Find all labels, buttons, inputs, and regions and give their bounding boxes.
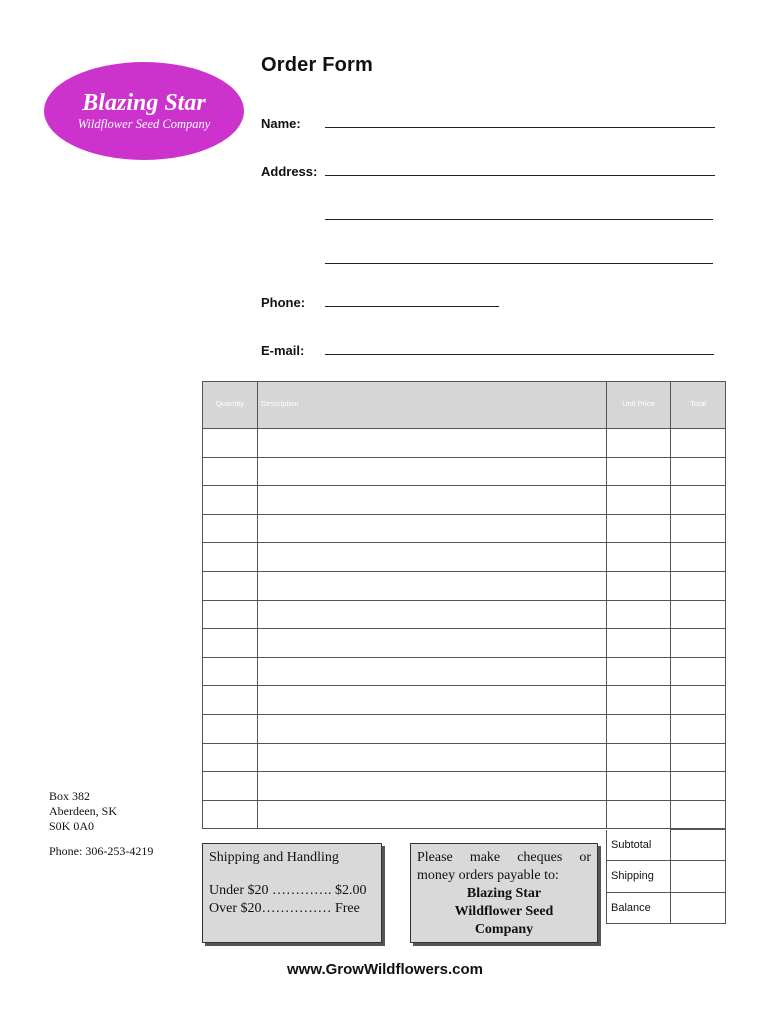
unit-price-cell[interactable]	[607, 714, 671, 743]
shipping-label: Shipping	[607, 861, 671, 893]
order-table-body	[203, 429, 726, 829]
table-row	[203, 457, 726, 486]
unit-price-cell[interactable]	[607, 743, 671, 772]
quantity-cell[interactable]	[203, 543, 258, 572]
description-cell[interactable]	[258, 772, 607, 801]
quantity-cell[interactable]	[203, 714, 258, 743]
table-row	[203, 657, 726, 686]
unit-price-cell[interactable]	[607, 429, 671, 458]
company-logo	[44, 62, 244, 160]
balance-row	[607, 892, 726, 924]
quantity-cell[interactable]	[203, 514, 258, 543]
table-row	[203, 743, 726, 772]
quantity-cell[interactable]	[203, 686, 258, 715]
unit-price-cell[interactable]	[607, 571, 671, 600]
unit-price-cell[interactable]	[607, 457, 671, 486]
address-field-line-1[interactable]	[325, 175, 715, 176]
payment-box	[410, 843, 598, 943]
quantity-cell[interactable]	[203, 457, 258, 486]
table-row	[203, 543, 726, 572]
total-cell[interactable]	[671, 657, 726, 686]
total-cell[interactable]	[671, 600, 726, 629]
unit-price-cell[interactable]	[607, 686, 671, 715]
description-cell[interactable]	[258, 571, 607, 600]
address-line: Aberdeen, SK	[49, 804, 117, 818]
quantity-cell[interactable]	[203, 772, 258, 801]
table-row	[203, 514, 726, 543]
unit-price-cell[interactable]	[607, 543, 671, 572]
total-cell[interactable]	[671, 743, 726, 772]
total-cell[interactable]	[671, 714, 726, 743]
payment-instruction-line-2: money orders payable to:	[417, 868, 559, 883]
description-cell[interactable]	[258, 743, 607, 772]
header-description: Description	[258, 382, 607, 429]
unit-price-cell[interactable]	[607, 657, 671, 686]
shipping-rate-under: Under $20 …………. $2.00	[209, 883, 367, 898]
phone-field-line[interactable]	[325, 306, 499, 307]
unit-price-cell[interactable]	[607, 629, 671, 658]
total-cell[interactable]	[671, 429, 726, 458]
contact-address	[49, 789, 117, 834]
total-cell[interactable]	[671, 686, 726, 715]
description-cell[interactable]	[258, 543, 607, 572]
description-cell[interactable]	[258, 486, 607, 515]
page-title: Order Form	[261, 54, 374, 76]
quantity-cell[interactable]	[203, 800, 258, 829]
header-quantity: Quantity	[203, 382, 258, 429]
address-label: Address:	[261, 164, 318, 179]
quantity-cell[interactable]	[203, 657, 258, 686]
contact-phone: Phone: 306-253-4219	[49, 844, 154, 858]
header-total: Total	[671, 382, 726, 429]
header-unit-price: Unit Price	[607, 382, 671, 429]
quantity-cell[interactable]	[203, 629, 258, 658]
description-cell[interactable]	[258, 657, 607, 686]
logo-name: Blazing Star	[82, 90, 206, 116]
total-cell[interactable]	[671, 772, 726, 801]
quantity-cell[interactable]	[203, 429, 258, 458]
payment-word: or	[579, 850, 591, 865]
description-cell[interactable]	[258, 714, 607, 743]
unit-price-cell[interactable]	[607, 514, 671, 543]
unit-price-cell[interactable]	[607, 600, 671, 629]
subtotal-row	[607, 830, 726, 861]
phone-label: Phone:	[261, 295, 306, 310]
address-line: Box 382	[49, 789, 91, 803]
balance-label: Balance	[607, 892, 671, 924]
address-line: S0K 0A0	[49, 819, 95, 833]
description-cell[interactable]	[258, 514, 607, 543]
quantity-cell[interactable]	[203, 600, 258, 629]
unit-price-cell[interactable]	[607, 800, 671, 829]
shipping-box	[202, 843, 382, 943]
table-row	[203, 486, 726, 515]
total-cell[interactable]	[671, 457, 726, 486]
table-row	[203, 772, 726, 801]
payment-word: Please	[417, 850, 453, 865]
description-cell[interactable]	[258, 686, 607, 715]
description-cell[interactable]	[258, 629, 607, 658]
shipping-rate-over: Over $20…………… Free	[209, 901, 360, 916]
quantity-cell[interactable]	[203, 571, 258, 600]
payment-word: cheques	[517, 850, 563, 865]
balance-value-cell[interactable]	[671, 892, 726, 924]
payee-line-1: Blazing Star	[466, 886, 542, 901]
logo-subtitle: Wildflower Seed Company	[77, 117, 211, 131]
table-row	[203, 686, 726, 715]
table-row	[203, 800, 726, 829]
payee-line-2: Wildflower Seed	[454, 904, 554, 919]
payee-line-3: Company	[474, 922, 534, 937]
table-row	[203, 714, 726, 743]
total-cell[interactable]	[671, 800, 726, 829]
unit-price-cell[interactable]	[607, 772, 671, 801]
total-cell[interactable]	[671, 514, 726, 543]
quantity-cell[interactable]	[203, 743, 258, 772]
table-row	[203, 429, 726, 458]
name-label: Name:	[261, 116, 301, 131]
totals-table	[606, 829, 726, 924]
unit-price-cell[interactable]	[607, 486, 671, 515]
total-cell[interactable]	[671, 571, 726, 600]
email-field-line[interactable]	[325, 354, 714, 355]
shipping-value-cell[interactable]	[671, 861, 726, 893]
description-cell[interactable]	[258, 457, 607, 486]
payment-instruction-line	[417, 849, 591, 867]
total-cell[interactable]	[671, 543, 726, 572]
total-cell[interactable]	[671, 629, 726, 658]
order-table	[202, 381, 726, 829]
description-cell[interactable]	[258, 429, 607, 458]
email-label: E-mail:	[261, 343, 305, 358]
subtotal-value-cell[interactable]	[671, 830, 726, 861]
payment-word: make	[469, 850, 501, 865]
table-row	[203, 600, 726, 629]
address-field-line-2[interactable]	[325, 219, 713, 220]
order-table-header	[203, 382, 726, 429]
website-url: www.GrowWildflowers.com	[287, 961, 483, 978]
table-row	[203, 629, 726, 658]
address-field-line-3[interactable]	[325, 263, 713, 264]
shipping-title: Shipping and Handling	[209, 850, 339, 865]
shipping-row	[607, 861, 726, 893]
table-row	[203, 571, 726, 600]
description-cell[interactable]	[258, 600, 607, 629]
quantity-cell[interactable]	[203, 486, 258, 515]
total-cell[interactable]	[671, 486, 726, 515]
name-field-line[interactable]	[325, 127, 715, 128]
subtotal-label: Subtotal	[607, 830, 671, 861]
description-cell[interactable]	[258, 800, 607, 829]
